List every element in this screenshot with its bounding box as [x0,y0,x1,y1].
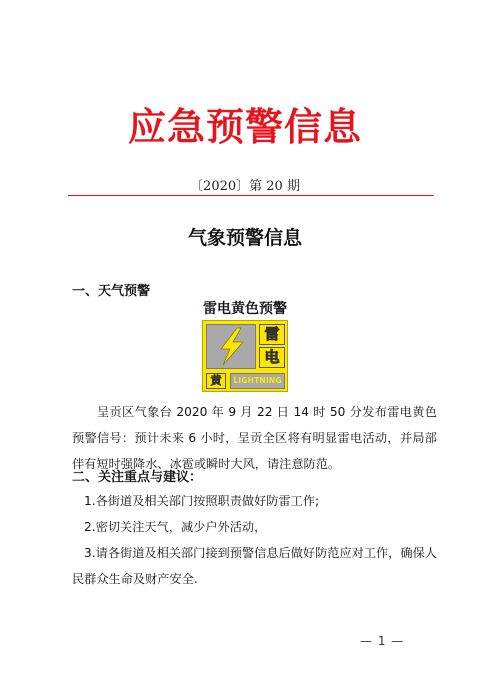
signal-char-bottom: 电 [259,347,285,368]
document-title: 气象预警信息 [187,227,302,249]
warning-body-paragraph: 呈贡区气象台 2020 年 9 月 22 日 14 时 50 分发布雷电黄色预警信号：预计未来 6 小时，呈贡全区将有明显雷电活动，并局部伴有短时强降水、冰雹或瞬时大风，请注意防范。 [72,405,437,471]
masthead-title: 应急预警信息 [127,104,362,149]
red-divider [68,195,434,196]
signal-level-char: 黄 [206,373,226,389]
section-heading-weather-warning: 一、天气预警 [72,284,151,299]
signal-char-top: 雷 [259,324,285,345]
section-heading-advice: 二、关注重点与建议： [72,470,203,485]
advice-item-2: 2.密切关注天气，减少户外活动， [84,520,267,534]
alert-title: 雷电黄色预警 [203,301,287,317]
advice-item-1: 1.各街道及相关部门按照职责做好防雷工作; [84,494,320,508]
signal-english-label: LIGHTNING [230,373,285,389]
advice-item-3: 3.请各街道及相关部门接到预警信息后做好防范应对工作，确保人民群众生命及财产安全. [72,546,437,586]
lightning-yellow-warning-signal [202,320,288,392]
issue-number: 〔2020〕第 20 期 [190,179,300,194]
lightning-bolt-icon [206,324,256,369]
page-number: — 1 — [360,634,405,648]
